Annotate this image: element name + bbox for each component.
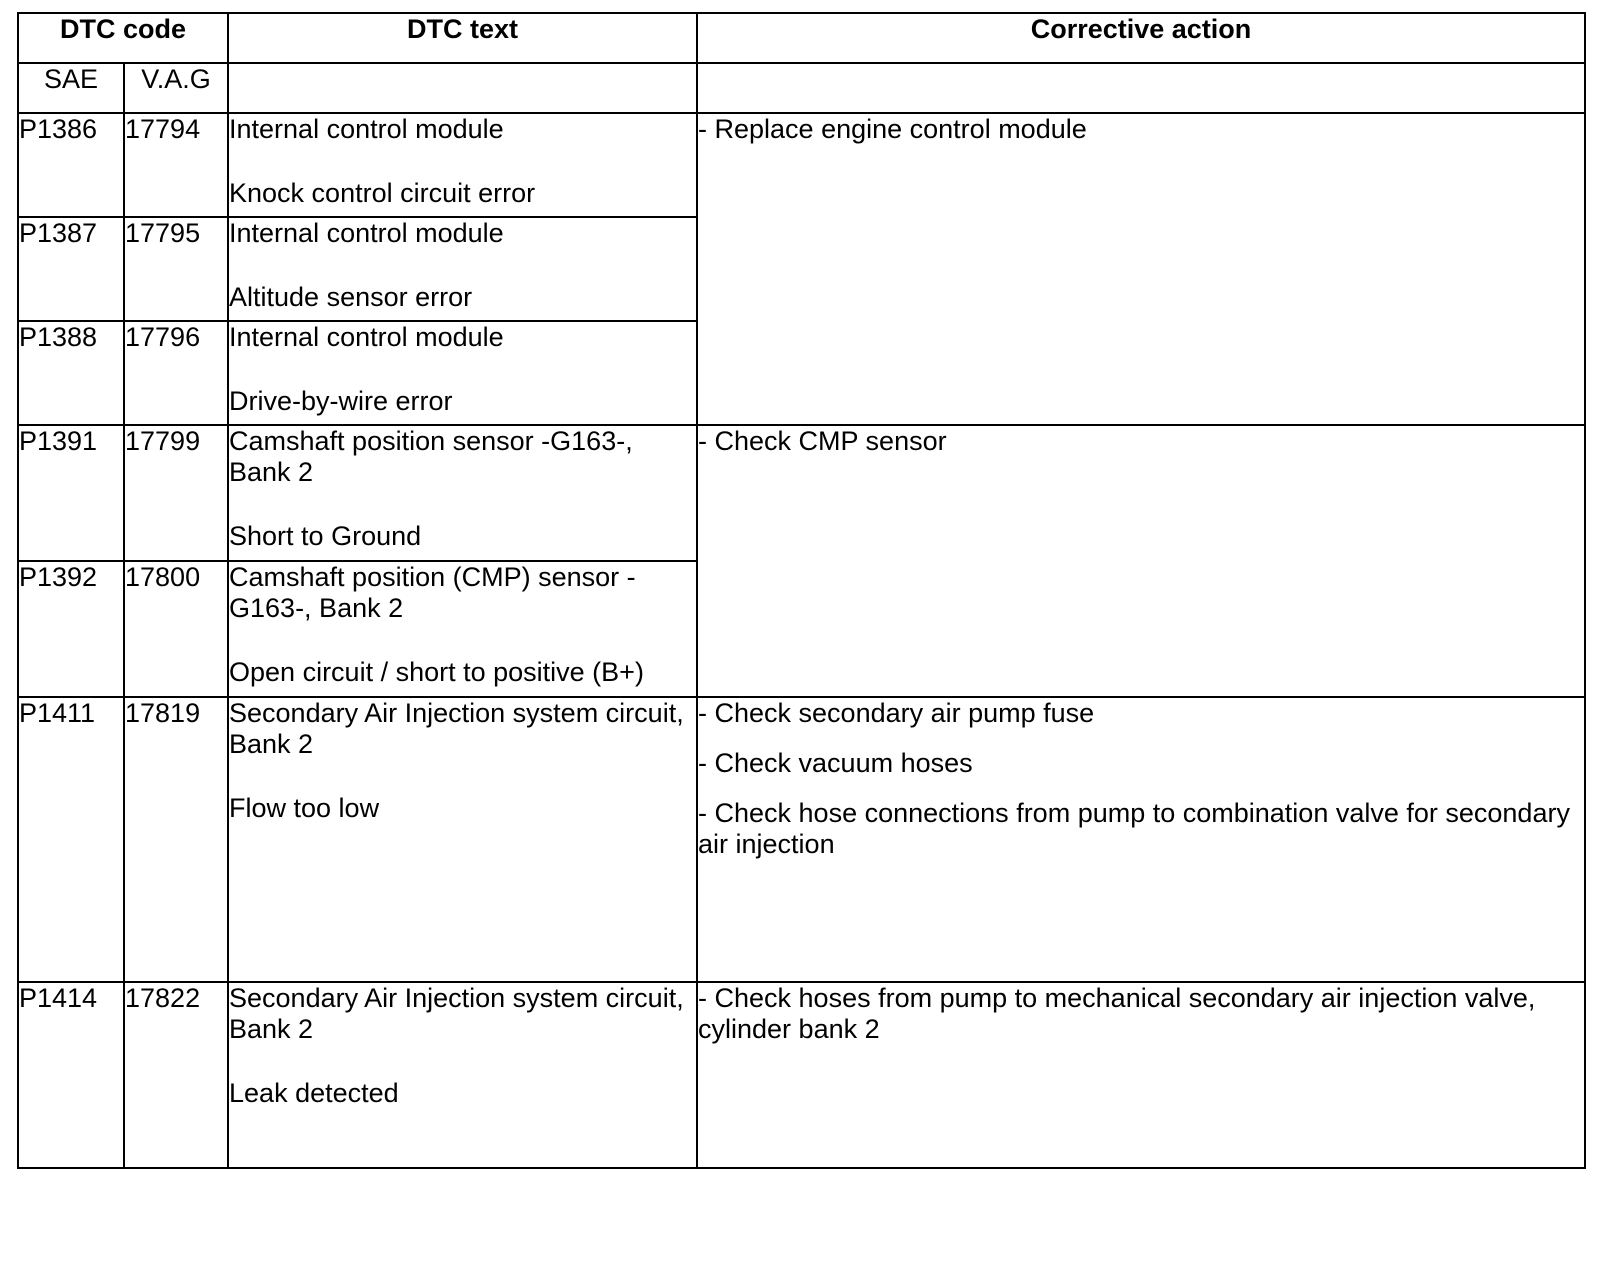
- corrective-action-item: - Check vacuum hoses: [698, 748, 973, 778]
- corrective-action-cell: [697, 982, 1585, 1168]
- sae-code: P1386: [18, 113, 124, 217]
- corrective-action-cell: [697, 425, 1585, 697]
- corrective-action-item: - Check hoses from pump to mechanical secondary air injection valve, cylinder bank 2: [698, 983, 1536, 1044]
- table-row: [18, 113, 1585, 217]
- header-row: [18, 13, 1585, 63]
- subheader-sae: SAE: [18, 63, 124, 113]
- sae-code: P1392: [18, 561, 124, 697]
- dtc-text-title: Camshaft position (CMP) sensor -G163-, Bank 2: [229, 562, 636, 623]
- table-row: [18, 982, 1585, 1168]
- table-row: [18, 697, 1585, 982]
- dtc-text-detail: Altitude sensor error: [229, 282, 473, 312]
- dtc-text-detail: Open circuit / short to positive (B+): [229, 657, 644, 687]
- sae-code: P1387: [18, 217, 124, 321]
- header-dtc-code: DTC code: [18, 13, 228, 63]
- header-corrective-action: Corrective action: [697, 13, 1585, 63]
- sae-code: P1391: [18, 425, 124, 561]
- header-dtc-text: DTC text: [228, 13, 697, 63]
- vag-code: 17794: [124, 113, 228, 217]
- corrective-action-item: - Replace engine control module: [698, 114, 1087, 144]
- dtc-text-cell: [228, 982, 697, 1168]
- dtc-text-cell: [228, 113, 697, 217]
- dtc-text-title: Secondary Air Injection system circuit, Bank 2: [229, 983, 684, 1044]
- dtc-text-cell: [228, 321, 697, 425]
- dtc-table: [17, 12, 1586, 1169]
- dtc-text-title: Internal control module: [229, 218, 504, 248]
- dtc-text-title: Internal control module: [229, 114, 504, 144]
- sae-code: P1414: [18, 982, 124, 1168]
- vag-code: 17796: [124, 321, 228, 425]
- table-row: [18, 425, 1585, 561]
- dtc-text-cell: [228, 425, 697, 561]
- vag-code: 17822: [124, 982, 228, 1168]
- subheader-empty-action: [697, 63, 1585, 113]
- corrective-action-item: - Check CMP sensor: [698, 426, 947, 456]
- dtc-text-detail: Flow too low: [229, 793, 380, 823]
- dtc-text-cell: [228, 561, 697, 697]
- subheader-vag: V.A.G: [124, 63, 228, 113]
- corrective-action-cell: [697, 113, 1585, 425]
- vag-code: 17799: [124, 425, 228, 561]
- dtc-text-detail: Short to Ground: [229, 521, 422, 551]
- vag-code: 17795: [124, 217, 228, 321]
- corrective-action-item: - Check hose connections from pump to combination valve for secondary air injection: [698, 798, 1570, 859]
- dtc-text-title: Internal control module: [229, 322, 504, 352]
- dtc-text-title: Secondary Air Injection system circuit, Bank 2: [229, 698, 684, 759]
- corrective-action-cell: [697, 697, 1585, 982]
- dtc-text-title: Camshaft position sensor -G163-, Bank 2: [229, 426, 633, 487]
- subheader-row: [18, 63, 1585, 113]
- vag-code: 17819: [124, 697, 228, 982]
- dtc-text-detail: Drive-by-wire error: [229, 386, 453, 416]
- dtc-text-detail: Leak detected: [229, 1078, 399, 1108]
- dtc-text-cell: [228, 217, 697, 321]
- vag-code: 17800: [124, 561, 228, 697]
- subheader-empty-text: [228, 63, 697, 113]
- sae-code: P1388: [18, 321, 124, 425]
- dtc-text-detail: Knock control circuit error: [229, 178, 536, 208]
- dtc-text-cell: [228, 697, 697, 982]
- corrective-action-item: - Check secondary air pump fuse: [698, 698, 1095, 728]
- sae-code: P1411: [18, 697, 124, 982]
